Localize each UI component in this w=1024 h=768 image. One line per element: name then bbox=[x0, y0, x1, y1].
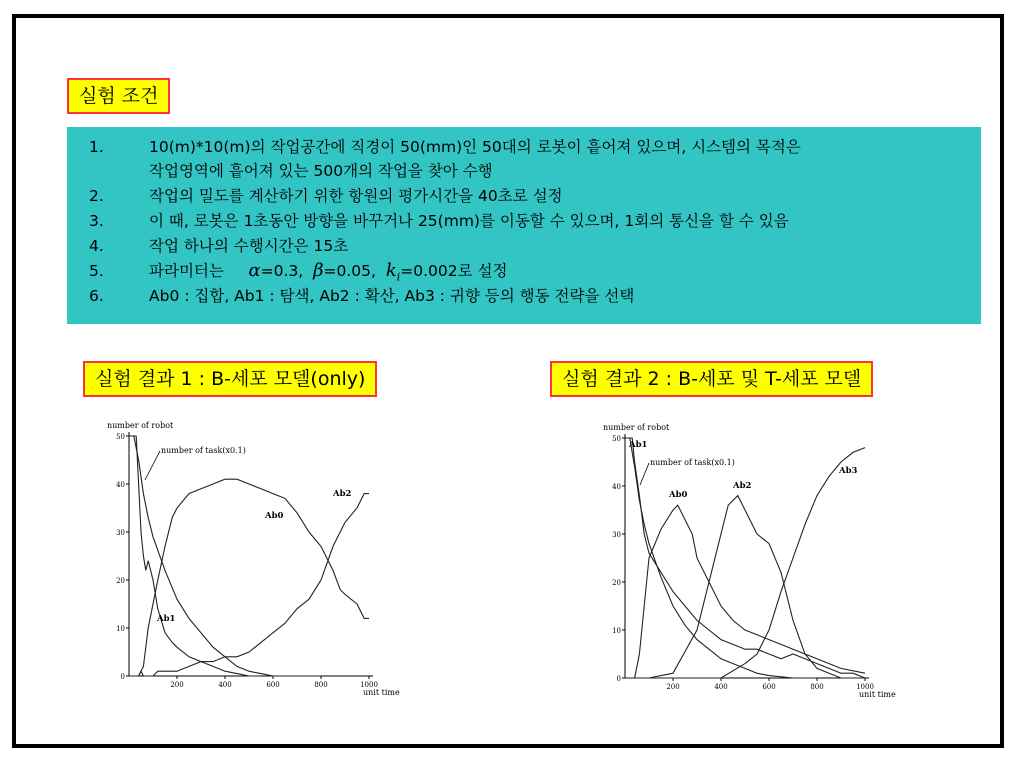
condition-text: Ab0 : 집합, Ab1 : 탐색, Ab2 : 확산, Ab3 : 귀향 등의 행동 전략을 선택 bbox=[149, 287, 635, 305]
alpha-value: =0.3, bbox=[260, 262, 304, 280]
x-tick-label: 600 bbox=[762, 683, 776, 691]
y-axis-label: number of robot bbox=[603, 423, 670, 432]
parameters-prefix: 파라미터는 bbox=[149, 262, 224, 280]
beta-value: =0.05, bbox=[323, 262, 376, 280]
condition-text: 이 때, 로봇은 1초동안 방향을 바꾸거나 25(mm)를 이동할 수 있으며, 1회의 통신을 할 수 있음 bbox=[149, 212, 789, 230]
series-line-ab2 bbox=[625, 496, 865, 678]
y-tick-label: 0 bbox=[616, 675, 621, 683]
y-tick-label: 50 bbox=[116, 433, 125, 441]
k-symbol: $k_i$ bbox=[385, 260, 401, 284]
annotation-ab2: Ab2 bbox=[333, 489, 352, 499]
condition-text: 작업 하나의 수행시간은 15초 bbox=[149, 237, 349, 255]
k-value: =0.002로 설정 bbox=[400, 262, 508, 280]
y-tick-label: 10 bbox=[116, 625, 125, 633]
alpha-symbol: α bbox=[248, 260, 261, 281]
condition-number: 2. bbox=[89, 187, 104, 205]
y-tick-label: 40 bbox=[612, 483, 621, 491]
condition-number: 1. bbox=[89, 138, 104, 156]
y-tick-label: 0 bbox=[120, 673, 125, 681]
series-line-ab0 bbox=[625, 505, 865, 678]
condition-item-6 bbox=[89, 284, 634, 306]
series-line-number-of-task-x0-1 bbox=[129, 436, 321, 676]
condition-number: 6. bbox=[89, 287, 104, 305]
conditions-panel bbox=[67, 127, 981, 324]
y-axis-label: number of robot bbox=[107, 421, 174, 430]
experiment-conditions-title: 실험 조건 bbox=[67, 78, 170, 114]
x-tick-label: 400 bbox=[218, 681, 232, 689]
annotation-ab3: Ab3 bbox=[839, 466, 858, 476]
condition-item-3 bbox=[89, 209, 789, 231]
annotation-ab2: Ab2 bbox=[733, 481, 752, 491]
annotation-ab1: Ab1 bbox=[157, 614, 176, 624]
annotation-ab0: Ab0 bbox=[265, 511, 284, 521]
series-line-ab2 bbox=[129, 494, 369, 676]
y-tick-label: 20 bbox=[116, 577, 125, 585]
condition-text: 10(m)*10(m)의 작업공간에 직경이 50(mm)인 50대의 로봇이 흩어져 있으며, 시스템의 목적은 bbox=[149, 138, 801, 156]
x-tick-label: 200 bbox=[170, 681, 184, 689]
x-tick-label: 1000 bbox=[360, 681, 378, 689]
condition-item-2 bbox=[89, 184, 563, 206]
x-tick-label: 400 bbox=[714, 683, 728, 691]
annotation-ab0: Ab0 bbox=[669, 490, 688, 500]
condition-number: 3. bbox=[89, 212, 104, 230]
y-tick-label: 20 bbox=[612, 579, 621, 587]
y-tick-label: 30 bbox=[116, 529, 125, 537]
y-tick-label: 30 bbox=[612, 531, 621, 539]
annotation-task-label: number of task(x0.1) bbox=[161, 446, 246, 455]
x-tick-label: 800 bbox=[810, 683, 824, 691]
x-tick-label: 600 bbox=[266, 681, 280, 689]
annotation-leader-line bbox=[640, 463, 649, 485]
condition-text: 작업의 밀도를 계산하기 위한 항원의 평가시간을 40초로 설정 bbox=[149, 187, 563, 205]
y-tick-label: 50 bbox=[612, 435, 621, 443]
series-line-ab1 bbox=[625, 438, 865, 678]
condition-item-5 bbox=[89, 259, 507, 284]
x-tick-label: 200 bbox=[666, 683, 680, 691]
annotation-ab1: Ab1 bbox=[629, 440, 648, 450]
condition-number: 5. bbox=[89, 262, 104, 280]
x-axis-label: unit time bbox=[859, 690, 896, 699]
x-tick-label: 1000 bbox=[856, 683, 874, 691]
result-1-title: 실험 결과 1 : B-세포 모델(only) bbox=[83, 361, 377, 397]
chart-b-and-t-cell-model bbox=[585, 410, 895, 700]
y-tick-label: 10 bbox=[612, 627, 621, 635]
y-tick-label: 40 bbox=[116, 481, 125, 489]
condition-item-4 bbox=[89, 234, 348, 256]
annotation-leader-line bbox=[145, 451, 160, 480]
annotation-task-label: number of task(x0.1) bbox=[650, 458, 735, 467]
x-axis-label: unit time bbox=[363, 688, 400, 697]
condition-item-1 bbox=[89, 135, 801, 157]
x-tick-label: 800 bbox=[314, 681, 328, 689]
series-line-number-of-task-x0-1 bbox=[625, 438, 817, 678]
result-2-title: 실험 결과 2 : B-세포 및 T-세포 모델 bbox=[550, 361, 873, 397]
condition-item-1-continued: 작업영역에 흩어져 있는 500개의 작업을 찾아 수행 bbox=[149, 162, 493, 180]
chart-b-cell-model bbox=[95, 408, 400, 698]
condition-number: 4. bbox=[89, 237, 104, 255]
beta-symbol: β bbox=[313, 260, 324, 281]
series-line-ab0 bbox=[129, 479, 369, 676]
